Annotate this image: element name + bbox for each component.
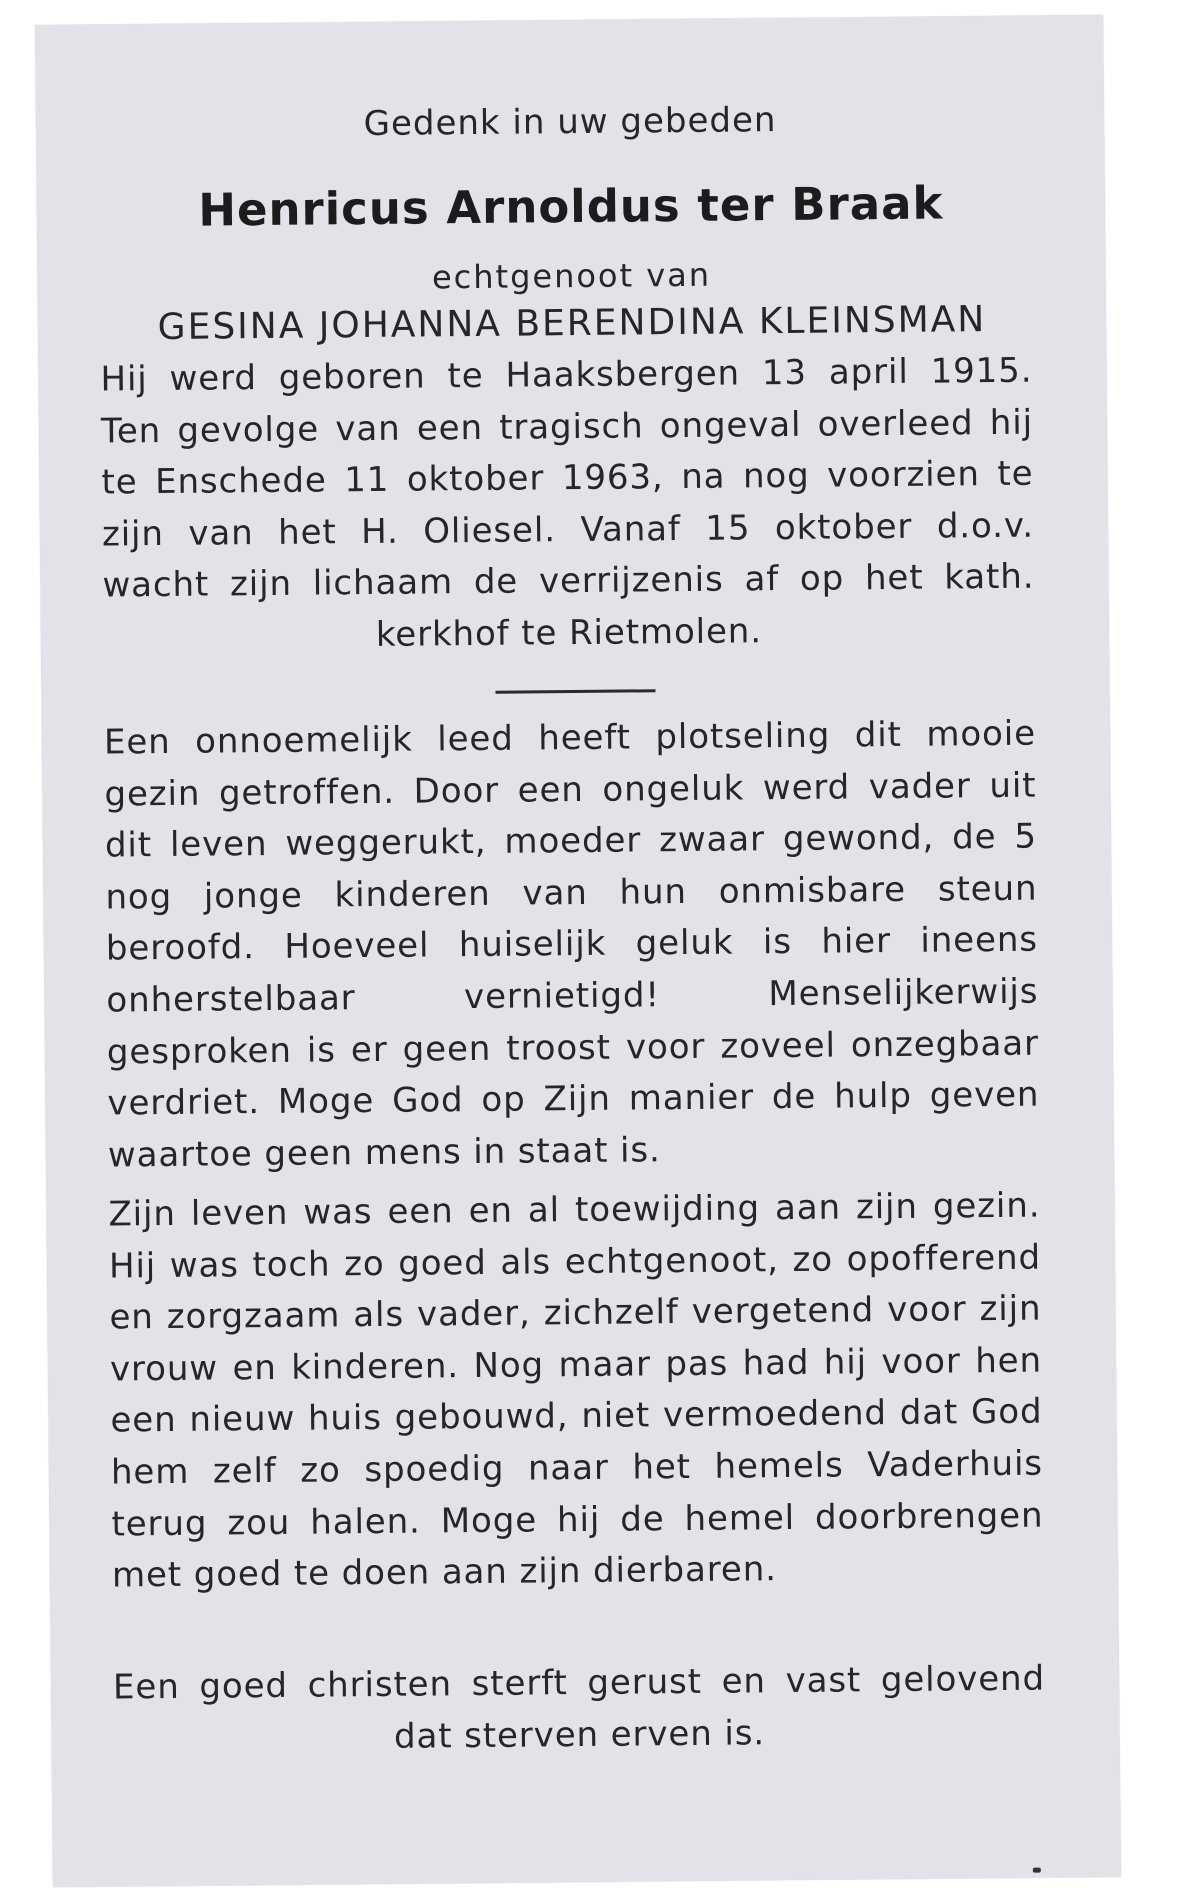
deceased-name: Henricus Arnoldus ter Braak bbox=[198, 176, 944, 237]
print-speck bbox=[1033, 1868, 1041, 1873]
divider-rule bbox=[495, 689, 655, 694]
closing-paragraph: Een goed christen sterft gerust en vast gelovend dat sterven erven is. bbox=[112, 1658, 1046, 1757]
intro-line: Gedenk in uw gebeden bbox=[363, 100, 777, 145]
spouse-name: GESINA JOHANNA BERENDINA KLEINSMAN bbox=[157, 299, 987, 349]
tribute-paragraph: Zijn leven was een en al toewijding aan zijn gezin. Hij was toch zo goed als echtgenoot, zo opofferend en zorgzaam als vader, zichzelf vergetend voor zijn vrouw en kinderen. Nog maar pas had hij voor hen een nieuw huis gebouwd, niet vermoedend dat God hem zelf zo spoedig naar het hemels Vaderhuis terug zou halen. Moge hij de hemel doorbrengen met goed te doen aan zijn dierbaren. bbox=[108, 1185, 1044, 1596]
biography-paragraph: Hij werd geboren te Haaksbergen 13 april 1915. Ten gevolge van een tragisch ongeval overleed hij te Enschede 11 oktober 1963, na nog voorzien te zijn van het H. Oliesel. Vanaf 15 oktober d.o.v. wacht zijn lichaam de verrijzenis af op het kath. kerkhof te Rietmolen. bbox=[100, 350, 1035, 655]
memorial-card bbox=[35, 15, 1121, 1887]
spouse-of-line: echtgenoot van bbox=[431, 255, 712, 297]
grief-paragraph: Een onnoemelijk leed heeft plotseling dit mooie gezin getroffen. Door een ongeluk werd vader uit dit leven weggerukt, moeder zwaar gewond, de 5 nog jonge kinderen van hun onmisbare steun beroofd. Hoeveel huiselijk geluk is hier ineens onherstelbaar vernietigd! Menselijkerwijs gesproken is er geen troost voor zoveel onzegbaar verdriet. Moge God op Zijn manier de hulp geven waartoe geen mens in staat is. bbox=[103, 713, 1040, 1176]
